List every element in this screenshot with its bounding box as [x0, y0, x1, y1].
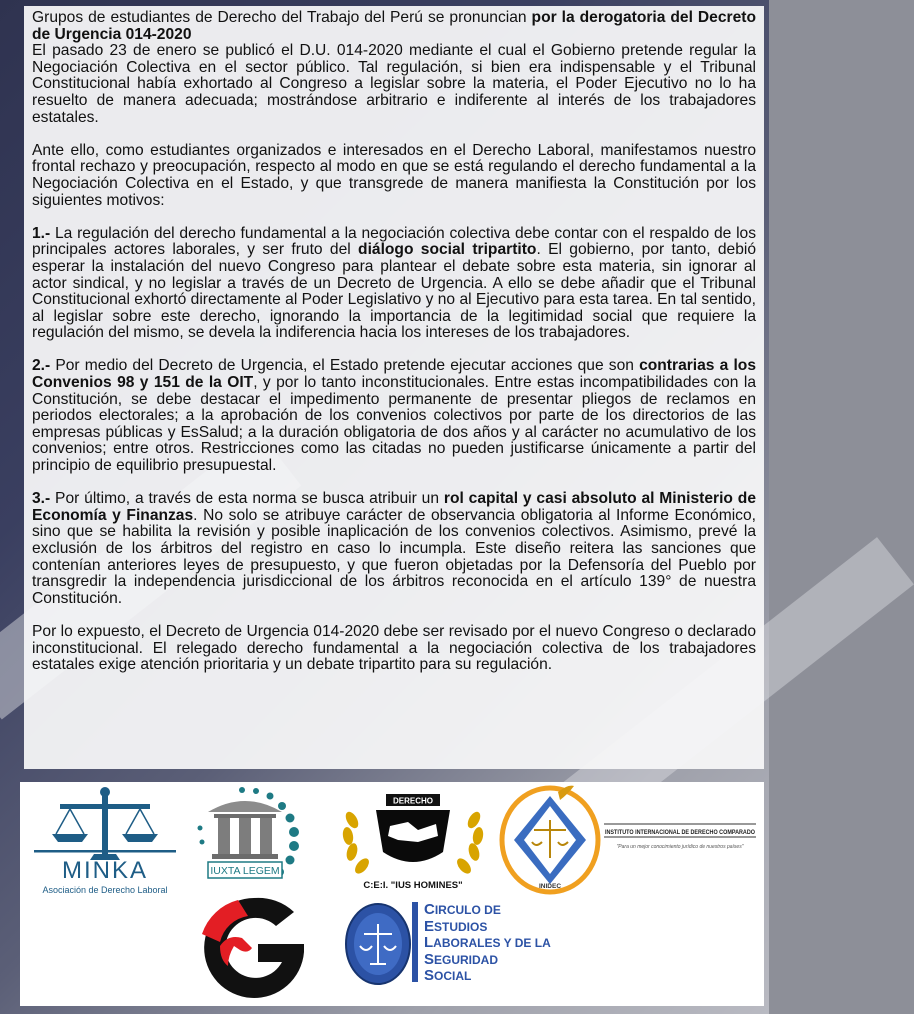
inidec-motto: "Para un mejor conocimiento jurídico de nuestros países": [616, 844, 744, 850]
celss-line: [424, 902, 644, 919]
celss-text: ABORALES Y DE LA: [433, 936, 551, 950]
paragraph-closing: Por lo expuesto, el Decreto de Urgencia 014-2020 debe ser revisado por el nuevo Congreso o declarado inconstitucional. El relegado derecho fundamental a la negociación colectiva de los trabajadores estatales exige atención prioritaria y un debate tripartito para su regulación.: [32, 622, 756, 674]
handshake-icon: [376, 810, 450, 862]
celss-line: [424, 968, 644, 985]
celss-initial: S: [424, 967, 435, 984]
celss-text: EGURIDAD: [434, 952, 499, 967]
ius-homines-name: C:E:I. "IUS HOMINES": [363, 880, 463, 891]
paragraph-context: Ante ello, como estudiantes organizados e interesados en el Derecho Laboral, manifestamos nuestro frontal rechazo y preocupación, respecto al modo en que se está regulando el derecho fundamental a la Negociación Colectiva en el Estado, y que transgrede de manera manifiesta la Constitución por los siguientes motivos:: [32, 141, 756, 209]
celss-text: STUDIOS: [434, 919, 488, 934]
celss-initial: S: [424, 950, 435, 968]
inidec-logo: [498, 784, 760, 896]
hand-icon: [220, 937, 252, 966]
celss-initial: L: [424, 934, 434, 951]
celss-initial: C: [424, 901, 435, 918]
logos-panel: [20, 782, 764, 1006]
g-logo: [198, 894, 310, 1002]
point-1: 1.- La regulación del derecho fundamental a la negociación colectiva debe contar con el respaldo de los principales actores laborales, y ser fruto del diálogo social tripartito. El gobierno, por tanto, debió esperar la instalación del nuevo Congreso para plantear el debate sobre esta materia, sin ignorar al actor sindical, y no legislar a través de un Decreto de Urgencia. A ello se debe añadir que el Tribunal Constitucional exhortó directamente al Poder Legislativo y no al Ejecutivo para esta tarea. En tal sentido, al legislar sobre este derecho, ignorando la importancia de la legitimidad social que requiere la regulación del mismo, se devela la indiferencia hacia los intereses de los trabajadores.: [32, 224, 757, 342]
celss-line: [424, 952, 644, 969]
celss-initial: E: [424, 917, 435, 935]
point-2: 2.- Por medio del Decreto de Urgencia, el Estado pretende ejecutar acciones que son contrarias a los Convenios 98 y 151 de la OIT, y por lo tanto inconstitucionales. Entre estas incompatibilidades con la Constitución, se debe destacar el impedimento permanente de presentar pliegos de reclamos en periodos electorales; a la aprobación de los convenios colectivos por parte de los directorios de las empresas públicas y EsSalud; a la duración obligatoria de dos años y al carácter no acumulativo de los convenios; entre otros. Restricciones como las citadas no pueden justificarse únicamente a partir del principio de equilibrio presupuestal.: [32, 357, 756, 475]
celss-wordmark: [424, 902, 644, 985]
minka-subtitle: Asociación de Derecho Laboral: [42, 885, 168, 895]
celss-divider: [412, 902, 418, 982]
inidec-name: INSTITUTO INTERNACIONAL DE DERECHO COMPARADO: [605, 829, 755, 836]
columns-icon: [208, 801, 282, 859]
inidec-badge: INIDEC: [538, 883, 562, 890]
celss-text: IRCULO DE: [434, 903, 501, 917]
statement-text-panel: [24, 6, 764, 769]
title-bold: por la derogatoria del Decreto de Urgencia 014-2020: [32, 9, 756, 43]
minka-logo: [30, 786, 180, 898]
celss-line: [424, 919, 644, 936]
celss-text: OCIAL: [434, 969, 472, 983]
celss-seal: [340, 900, 420, 990]
ius-homines-logo: [338, 790, 488, 902]
iuxta-legem-logo: [180, 784, 310, 896]
celss-line: [424, 935, 644, 952]
iuxta-name: IUXTA LEGEM: [210, 865, 280, 877]
ius-homines-top: DERECHO: [392, 796, 434, 806]
point-3: 3.- Por último, a través de esta norma se busca atribuir un rol capital y casi absoluto al Ministerio de Economía y Finanzas. No solo se atribuye carácter de observancia obligatoria al Informe Económico, sino que se habilita la revisión y posible inaplicación de los convenios colectivos. Asimismo, prevé la exclusión de los árbitros del registro en caso lo incumpla. Este diseño reitera las sanciones que contenían anteriores leyes de presupuesto, y que fueron objetadas por la Defensoría del Pueblo por transgredir la independencia jurisdiccional de los árbitros reconocida en el artículo 139° de nuestra Constitución.: [32, 490, 757, 607]
statement-title: Grupos de estudiantes de Derecho del Trabajo del Perú se pronuncian por la derogatoria del Decreto de Urgencia 014-2020: [32, 9, 756, 43]
paragraph-intro: El pasado 23 de enero se publicó el D.U. 014-2020 mediante el cual el Gobierno pretende regular la Negociación Colectiva en el sector público. Tal regulación, si bien era indispensable y el Tribunal Constitucional había exhortado al Congreso a legislar sobre la materia, el Poder Ejecutivo no lo ha resuelto de manera adecuada; mostrándose arbitrario e indiferente al interés de los trabajadores estatales.: [32, 42, 756, 126]
scales-icon: [34, 787, 176, 860]
minka-name: MINKA: [61, 857, 149, 884]
